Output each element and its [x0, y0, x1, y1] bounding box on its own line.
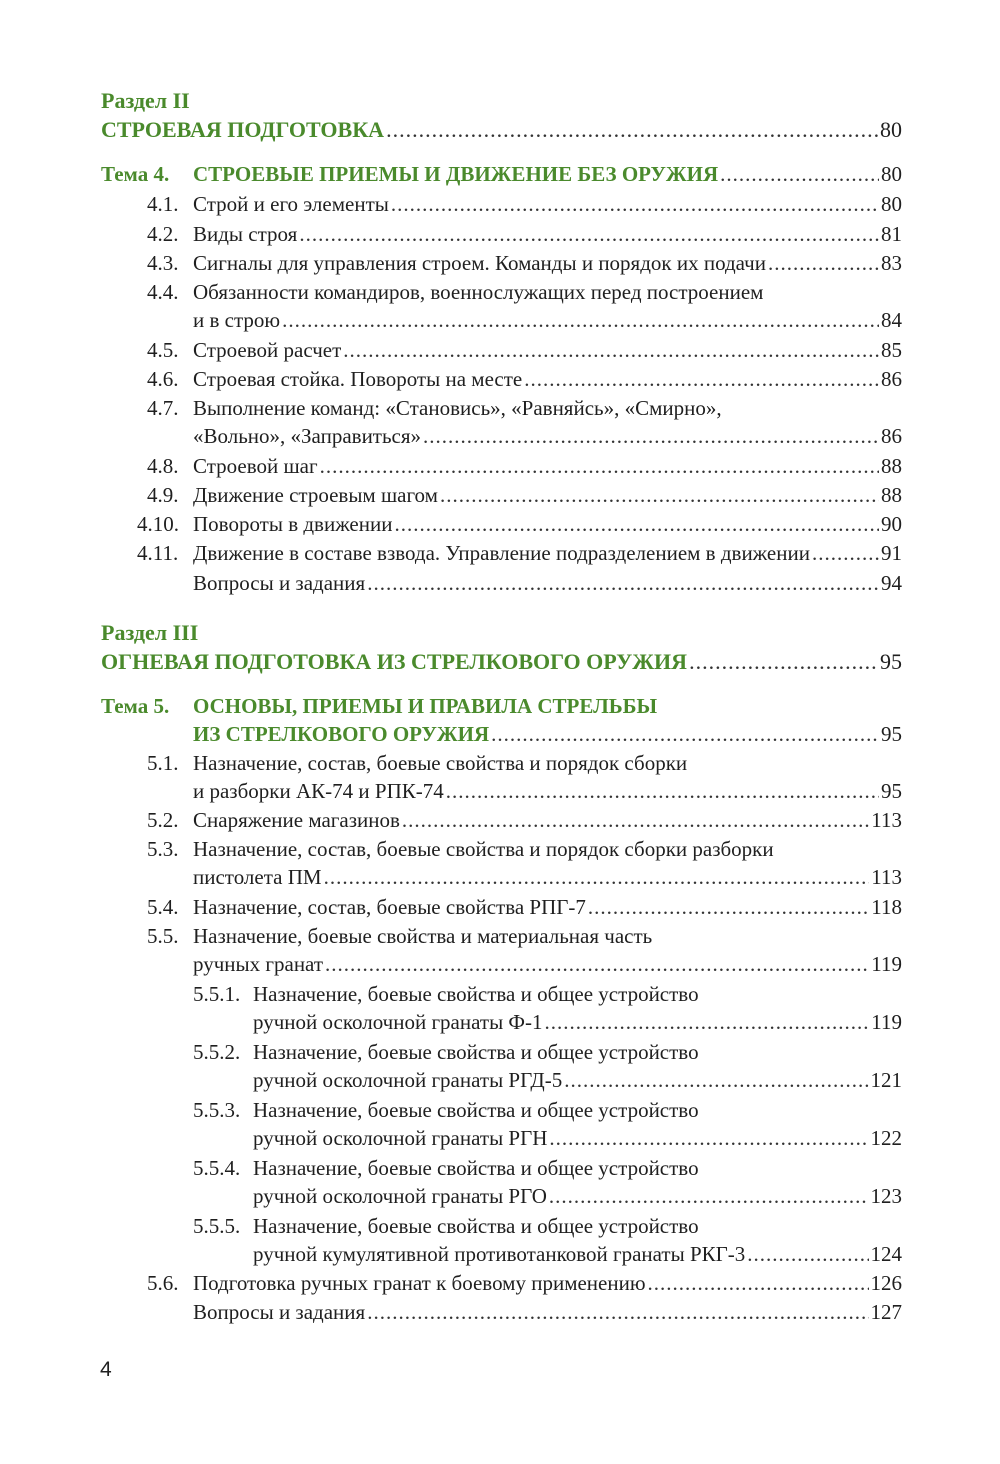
dot-leader	[747, 1240, 868, 1268]
item-number: 4.10.	[137, 512, 179, 536]
dot-leader	[768, 249, 879, 277]
item-number: 5.5.1.	[193, 982, 241, 1006]
toc-entry	[193, 539, 902, 567]
toc-entry	[253, 1240, 902, 1268]
entry-text: Вопросы и задания	[193, 571, 366, 595]
entry-text: Назначение, боевые свойства и материальная часть	[193, 924, 653, 948]
item-number: 5.5.3.	[193, 1098, 241, 1122]
entry-text-cont: и в строю	[193, 308, 281, 332]
dot-leader	[720, 160, 879, 188]
page-ref: 84	[881, 308, 902, 332]
page-ref: 123	[870, 1184, 902, 1208]
dot-leader	[588, 893, 869, 921]
entry-text: Строевая стойка. Повороты на месте	[193, 367, 523, 391]
page-ref: 94	[881, 571, 902, 595]
page-number: 4	[100, 1358, 112, 1381]
item-number: 5.5.4.	[193, 1156, 241, 1180]
dot-leader	[402, 806, 869, 834]
toc-entry	[253, 1124, 902, 1152]
entry-text: Движение в составе взвода. Управление подразделением в движении	[193, 541, 810, 565]
entry-text: Вопросы и задания	[193, 1300, 366, 1324]
dot-leader	[320, 452, 879, 480]
entry-text-cont: ручной осколочной гранаты РГО	[253, 1184, 547, 1208]
page-ref: 91	[881, 541, 902, 565]
page-ref: 81	[881, 222, 902, 246]
toc-entry	[193, 422, 902, 450]
topic-label: Тема 4.	[101, 162, 170, 186]
section-label: Раздел II	[101, 88, 190, 113]
dot-leader	[386, 116, 878, 144]
page-ref: 119	[871, 952, 902, 976]
entry-text: Подготовка ручных гранат к боевому применению	[193, 1271, 646, 1295]
dot-leader	[689, 648, 878, 676]
entry-text: Виды строя	[193, 222, 298, 246]
topic-row	[193, 160, 902, 188]
toc-entry	[193, 481, 902, 509]
entry-text-cont: пистолета ПМ	[193, 865, 322, 889]
item-number: 5.5.5.	[193, 1214, 241, 1238]
toc-entry-questions	[193, 1298, 902, 1326]
entry-text: Выполнение команд: «Становись», «Равняйсь», «Смирно»,	[193, 396, 722, 420]
toc-entry	[193, 306, 902, 334]
item-number: 4.8.	[147, 454, 179, 478]
entry-text: Назначение, состав, боевые свойства РПГ-7	[193, 895, 586, 919]
item-number: 4.11.	[137, 541, 179, 565]
toc-entry	[253, 1066, 902, 1094]
entry-text-cont: «Вольно», «Заправиться»	[193, 424, 422, 448]
item-number: 4.4.	[147, 280, 179, 304]
page-ref: 88	[881, 483, 902, 507]
section-title-row	[101, 116, 902, 144]
page-ref: 118	[871, 895, 902, 919]
dot-leader	[391, 190, 879, 218]
topic-title: СТРОЕВЫЕ ПРИЕМЫ И ДВИЖЕНИЕ БЕЗ ОРУЖИЯ	[193, 162, 719, 186]
entry-text: Назначение, боевые свойства и общее устройство	[253, 1040, 699, 1064]
page-ref: 86	[881, 424, 902, 448]
entry-text-cont: ручной осколочной гранаты Ф-1	[253, 1010, 543, 1034]
item-number: 4.2.	[147, 222, 179, 246]
toc-entry	[193, 452, 902, 480]
item-number: 4.3.	[147, 251, 179, 275]
item-number: 5.6.	[147, 1271, 179, 1295]
item-number: 5.1.	[147, 751, 179, 775]
section-title-row	[101, 648, 902, 676]
toc-entry	[253, 1182, 902, 1210]
page-ref: 95	[881, 722, 902, 746]
page-ref: 88	[881, 454, 902, 478]
page-ref: 121	[870, 1068, 902, 1092]
dot-leader	[549, 1182, 869, 1210]
page-ref: 127	[870, 1300, 902, 1324]
topic-label: Тема 5.	[101, 694, 170, 718]
topic-title: ОСНОВЫ, ПРИЕМЫ И ПРАВИЛА СТРЕЛЬБЫ	[193, 694, 658, 718]
dot-leader	[648, 1269, 869, 1297]
dot-leader	[812, 539, 879, 567]
item-number: 5.5.	[147, 924, 179, 948]
section-title: СТРОЕВАЯ ПОДГОТОВКА	[101, 117, 385, 142]
item-number: 5.2.	[147, 808, 179, 832]
section-label: Раздел III	[101, 620, 199, 645]
entry-text-cont: ручных гранат	[193, 952, 324, 976]
item-number: 5.3.	[147, 837, 179, 861]
page-ref: 119	[871, 1010, 902, 1034]
entry-text: Строй и его элементы	[193, 192, 389, 216]
entry-text-cont: ручной осколочной гранаты РГН	[253, 1126, 548, 1150]
section-title: ОГНЕВАЯ ПОДГОТОВКА ИЗ СТРЕЛКОВОГО ОРУЖИЯ	[101, 649, 688, 674]
dot-leader	[394, 510, 879, 538]
toc-entry	[193, 220, 902, 248]
dot-leader	[324, 863, 870, 891]
page-ref: 124	[870, 1242, 902, 1266]
dot-leader	[343, 336, 879, 364]
entry-text-cont: и разборки АК-74 и РПК-74	[193, 779, 444, 803]
entry-text: Назначение, боевые свойства и общее устройство	[253, 1098, 699, 1122]
entry-text: Назначение, состав, боевые свойства и порядок сборки разборки	[193, 837, 774, 861]
entry-text-cont: ручной кумулятивной противотанковой гранаты РКГ-3	[253, 1242, 746, 1266]
page-ref: 113	[871, 808, 902, 832]
topic-row	[193, 720, 902, 748]
page-ref: 113	[871, 865, 902, 889]
dot-leader	[545, 1008, 870, 1036]
page-ref: 86	[881, 367, 902, 391]
toc-entry	[193, 893, 902, 921]
page-ref: 122	[870, 1126, 902, 1150]
toc-entry	[193, 1269, 902, 1297]
entry-text: Движение строевым шагом	[193, 483, 438, 507]
toc-entry	[193, 510, 902, 538]
dot-leader	[423, 422, 879, 450]
item-number: 5.5.2.	[193, 1040, 241, 1064]
entry-text: Назначение, боевые свойства и общее устройство	[253, 1156, 699, 1180]
toc-entry	[193, 190, 902, 218]
dot-leader	[549, 1124, 868, 1152]
entry-text: Повороты в движении	[193, 512, 393, 536]
item-number: 5.4.	[147, 895, 179, 919]
page-ref: 85	[881, 338, 902, 362]
dot-leader	[446, 777, 879, 805]
item-number: 4.1.	[147, 192, 179, 216]
page-ref: 80	[881, 162, 902, 186]
dot-leader	[282, 306, 879, 334]
page-ref: 95	[880, 649, 902, 674]
page-ref: 126	[870, 1271, 902, 1295]
entry-text: Назначение, состав, боевые свойства и порядок сборки	[193, 751, 688, 775]
page-ref: 95	[881, 779, 902, 803]
dot-leader	[524, 365, 879, 393]
toc-entry	[193, 336, 902, 364]
dot-leader	[564, 1066, 868, 1094]
dot-leader	[299, 220, 879, 248]
dot-leader	[440, 481, 879, 509]
item-number: 4.9.	[147, 483, 179, 507]
dot-leader	[325, 950, 869, 978]
page-ref: 83	[881, 251, 902, 275]
entry-text: Снаряжение магазинов	[193, 808, 400, 832]
page-ref: 90	[881, 512, 902, 536]
toc-entry	[193, 777, 902, 805]
toc-entry-questions	[193, 569, 902, 597]
toc-entry	[193, 950, 902, 978]
page-ref: 80	[880, 117, 902, 142]
dot-leader	[367, 1298, 868, 1326]
toc-entry	[193, 806, 902, 834]
item-number: 4.5.	[147, 338, 179, 362]
page-ref: 80	[881, 192, 902, 216]
item-number: 4.6.	[147, 367, 179, 391]
entry-text: Строевой шаг	[193, 454, 318, 478]
entry-text: Обязанности командиров, военнослужащих перед построением	[193, 280, 764, 304]
entry-text-cont: ручной осколочной гранаты РГД-5	[253, 1068, 563, 1092]
entry-text: Строевой расчет	[193, 338, 342, 362]
entry-text: Назначение, боевые свойства и общее устройство	[253, 982, 699, 1006]
toc-entry	[193, 863, 902, 891]
entry-text: Назначение, боевые свойства и общее устройство	[253, 1214, 699, 1238]
dot-leader	[367, 569, 879, 597]
entry-text: Сигналы для управления строем. Команды и порядок их подачи	[193, 251, 766, 275]
item-number: 4.7.	[147, 396, 179, 420]
toc-entry	[193, 249, 902, 277]
dot-leader	[491, 720, 879, 748]
topic-title-cont: ИЗ СТРЕЛКОВОГО ОРУЖИЯ	[193, 722, 490, 746]
toc-entry	[193, 365, 902, 393]
toc-entry	[253, 1008, 902, 1036]
